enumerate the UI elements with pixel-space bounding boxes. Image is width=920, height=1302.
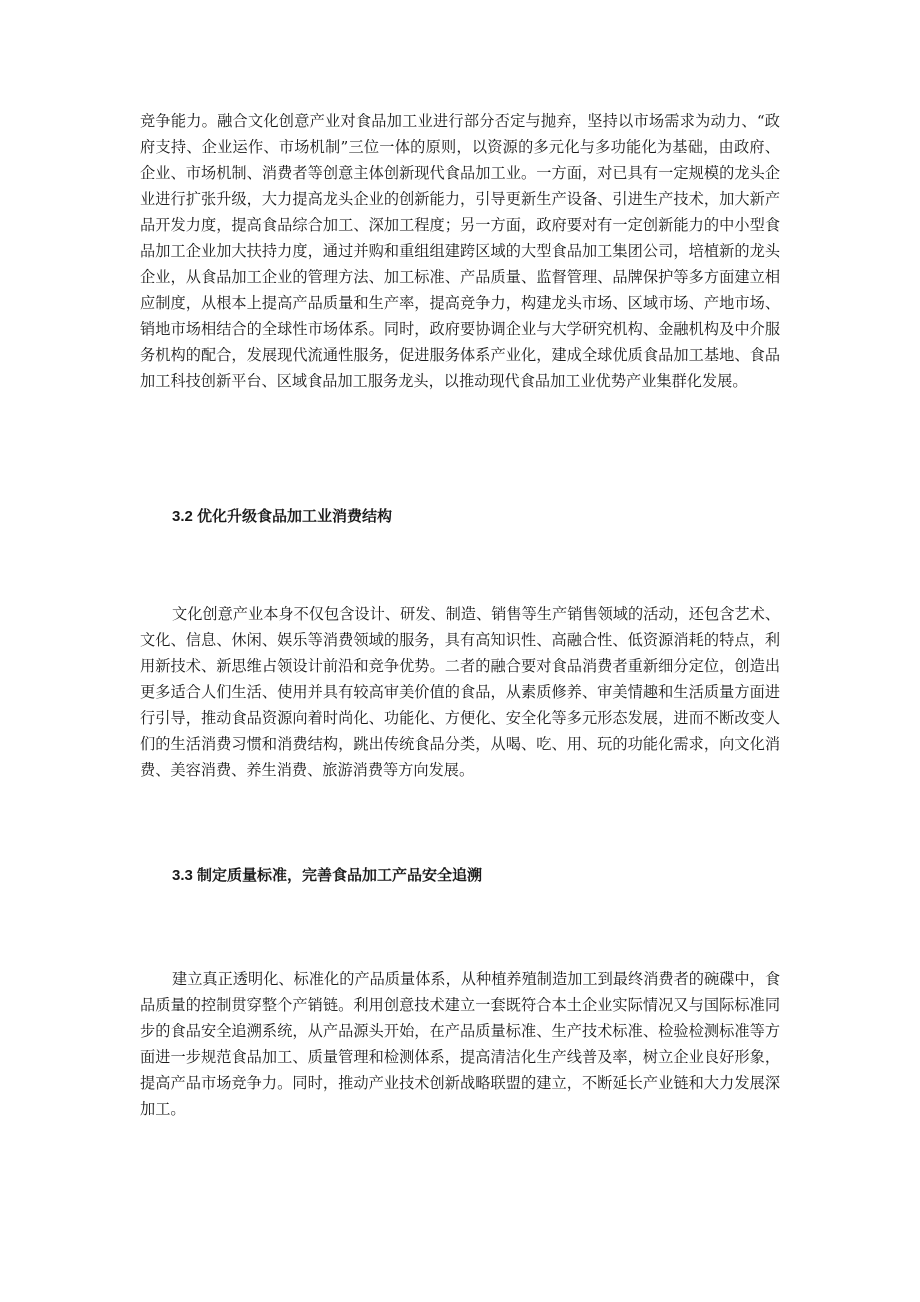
section-heading-3-2: 3.2 优化升级食品加工业消费结构 <box>172 508 393 525</box>
section-3-3-body: 建立真正透明化、标准化的产品质量体系，从种植养殖制造加工到最终消费者的碗碟中，食品质量的控制贯穿整个产销链。利用创意技术建立一套既符合本土企业实际情况又与国际标准同步的食品安全追溯系统，从产品源头开始，在产品质量标准、生产技术标准、检验检测标准等方面进一步规范食品加工、质量管理和检测体系，提高清洁化生产线普及率，树立企业良好形象，提高产品市场竞争力。同时，推动产业技术创新战略联盟的建立，不断延长产业链和大力发展深加工。 <box>140 970 780 1118</box>
paragraph-continued: 竞争能力。融合文化创意产业对食品加工业进行部分否定与抛弃，坚持以市场需求为动力、“政府支持、企业运作、市场机制”三位一体的原则，以资源的多元化与多功能化为基础，由政府、企业、市场机制、消费者等创意主体创新现代食品加工业。一方面，对已具有一定规模的龙头企业进行扩张升级，大力提高龙头企业的创新能力，引导更新生产设备、引进生产技术，加大新产品开发力度，提高食品综合加工、深加工程度；另一方面，政府要对有一定创新能力的中小型食品加工企业加大扶持力度，通过并购和重组组建跨区域的大型食品加工集团公司，培植新的龙头企业，从食品加工企业的管理方法、加工标准、产品质量、监督管理、品牌保护等多方面建立相应制度，从根本上提高产品质量和生产率，提高竞争力，构建龙头市场、区域市场、产地市场、销地市场相结合的全球性市场体系。同时，政府要协调企业与大学研究机构、金融机构及中介服务机构的配合，发展现代流通性服务，促进服务体系产业化，建成全球优质食品加工基地、食品加工科技创新平台、区域食品加工服务龙头，以推动现代食品加工业优势产业集群化发展。 <box>140 112 780 390</box>
section-3-2-body: 文化创意产业本身不仅包含设计、研发、制造、销售等生产销售领域的活动，还包含艺术、文化、信息、休闲、娱乐等消费领域的服务，具有高知识性、高融合性、低资源消耗的特点，利用新技术、新思维占领设计前沿和竞争优势。二者的融合要对食品消费者重新细分定位，创造出更多适合人们生活、使用并具有较高审美价值的食品，从素质修养、审美情趣和生活质量方面进行引导，推动食品资源向着时尚化、功能化、方便化、安全化等多元形态发展，进而不断改变人们的生活消费习惯和消费结构，跳出传统食品分类，从喝、吃、用、玩的功能化需求，向文化消费、美容消费、养生消费、旅游消费等方向发展。 <box>140 605 780 779</box>
section-heading-3-3: 3.3 制定质量标准，完善食品加工产品安全追溯 <box>172 867 483 884</box>
